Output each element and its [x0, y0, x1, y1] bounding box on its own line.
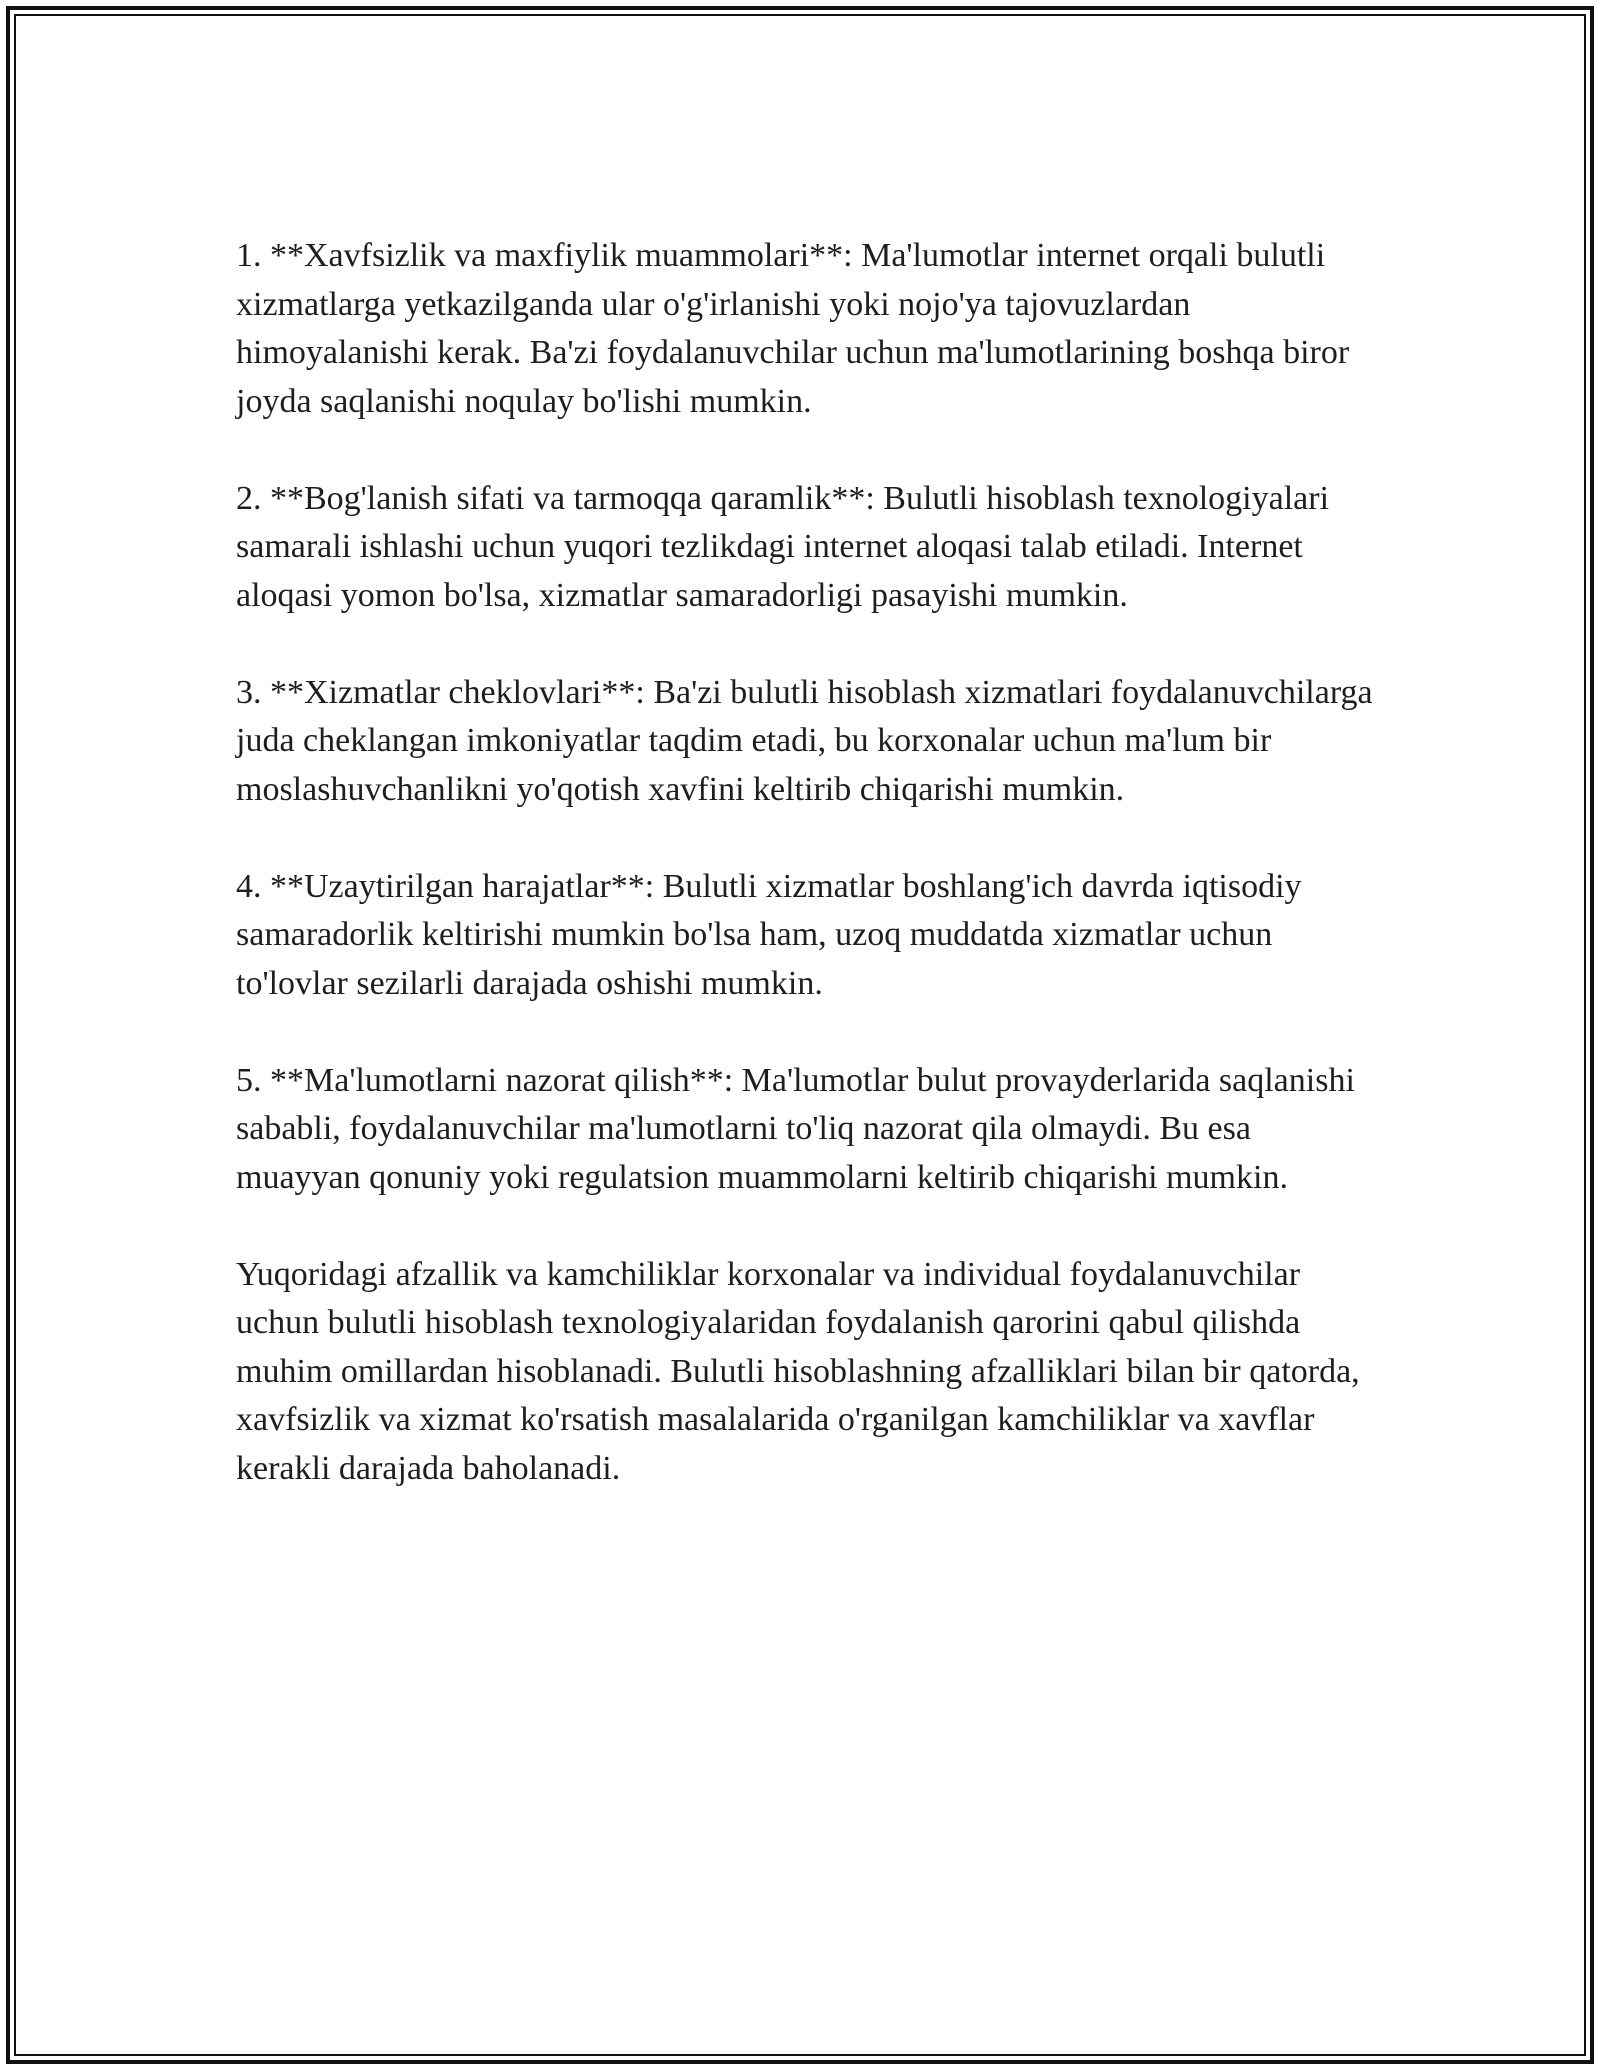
- paragraph-item-5: 5. **Ma'lumotlarni nazorat qilish**: Ma'lumotlar bulut provayderlarida saqlanishi sababli, foydalanuvchilar ma'lumotlarni to'liq nazorat qila olmaydi. Bu esa muayyan qonuniy yoki regulatsion muammolarni keltirib chiqarishi mumkin.: [236, 1061, 1355, 1196]
- paragraph-item-2: 2. **Bog'lanish sifati va tarmoqqa qaramlik**: Bulutli hisoblash texnologiyalari samarali ishlashi uchun yuqori tezlikdagi internet aloqasi talab etiladi. Internet aloqasi yomon bo'lsa, xizmatlar samaradorligi pasayishi mumkin.: [236, 479, 1330, 614]
- conclusion-paragraph: Yuqoridagi afzallik va kamchiliklar korxonalar va individual foydalanuvchilar uchun bulutli hisoblash texnologiyalaridan foydalanish qarorini qabul qilishda muhim omillardan hisoblanadi. Bulutli hisoblashning afzalliklari bilan bir qatorda, xavfsizlik va xizmat ko'rsatish masalalarida o'rganilgan kamchiliklar va xavflar kerakli darajada baholanadi.: [236, 1255, 1360, 1487]
- document-body: [236, 232, 1376, 1493]
- paragraph-item-3: 3. **Xizmatlar cheklovlari**: Ba'zi bulutli hisoblash xizmatlari foydalanuvchilarga juda cheklangan imkoniyatlar taqdim etadi, bu korxonalar uchun ma'lum bir moslashuvchanlikni yo'qotish xavfini keltirib chiqarishi mumkin.: [236, 673, 1373, 808]
- paragraph-item-1: 1. **Xavfsizlik va maxfiylik muammolari**: Ma'lumotlar internet orqali bulutli xizmatlarga yetkazilganda ular o'g'irlanishi yoki nojo'ya tajovuzlardan himoyalanishi kerak. Ba'zi foydalanuvchilar uchun ma'lumotlarining boshqa biror joyda saqlanishi noqulay bo'lishi mumkin.: [236, 237, 1350, 420]
- paragraph-item-4: 4. **Uzaytirilgan harajatlar**: Bulutli xizmatlar boshlang'ich davrda iqtisodiy samaradorlik keltirishi mumkin bo'lsa ham, uzoq muddatda xizmatlar uchun to'lovlar sezilarli darajada oshishi mumkin.: [236, 867, 1302, 1002]
